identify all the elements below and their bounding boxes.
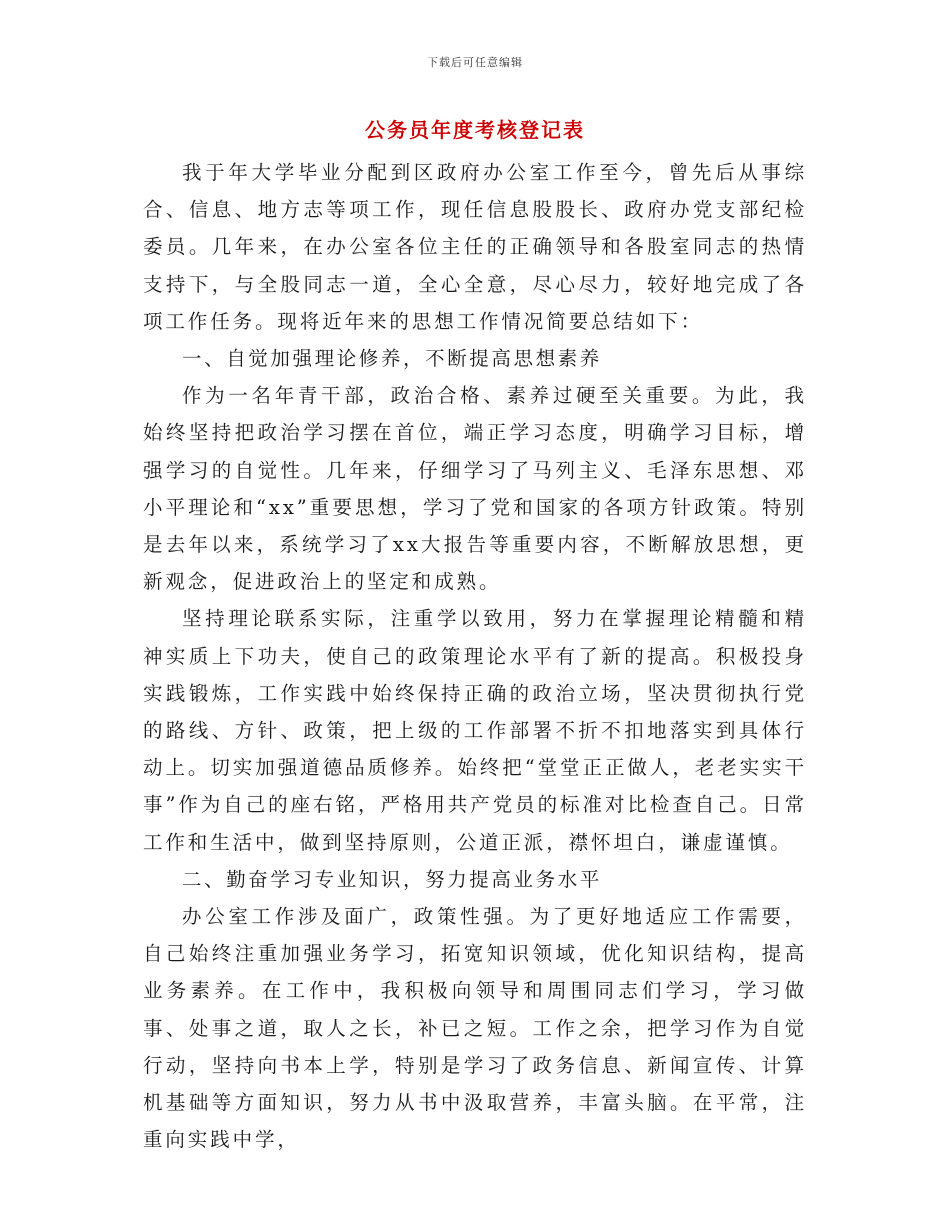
section-heading-2: 二、勤奋学习专业知识，努力提高业务水平 (182, 867, 602, 891)
paragraph-practice: 坚持理论联系实际，注重学以致用，努力在掌握理论精髓和精神实质上下功夫，使自己的政策理论水平有了新的提高。积极投身实践锻炼，工作实践中始终保持正确的政治立场，坚决贯彻执行党的路线、方针、政策，把上级的工作部署不折不扣地落实到具体行动上。切实加强道德品质修养。始终把“堂堂正正做人，老老实实干事”作为自己的座右铭，严格用共产党员的标准对比检查自己。日常工作和生活中，做到坚持原则，公道正派，襟怀坦白，谦虚谨慎。 (143, 607, 807, 854)
paragraph-intro: 我于年大学毕业分配到区政府办公室工作至今，曾先后从事综合、信息、地方志等项工作，现任信息股股长、政府办党支部纪检委员。几年来，在办公室各位主任的正确领导和各股室同志的热情支持下，与全股同志一道，全心全意，尽心尽力，较好地完成了各项工作任务。现将近年来的思想工作情况简要总结如下： (143, 161, 807, 333)
paragraph-professional-study: 办公室工作涉及面广，政策性强。为了更好地适应工作需要，自己始终注重加强业务学习，拓宽知识领域，优化知识结构，提高业务素养。在工作中，我积极向领导和周围同志们学习，学习做事、处事之道，取人之长，补已之短。工作之余，把学习作为自觉行动，坚持向书本上学，特别是学习了政务信息、新闻宣传、计算机基础等方面知识，努力从书中汲取营养，丰富头脑。在平常，注重向实践中学， (143, 905, 807, 1152)
section-heading-1: 一、自觉加强理论修养，不断提高思想素养 (182, 347, 602, 371)
header-note: 下载后可任意编辑 (427, 56, 523, 69)
document-body (143, 154, 807, 1158)
paragraph-theory-study: 作为一名年青干部，政治合格、素养过硬至关重要。为此，我始终坚持把政治学习摆在首位，端正学习态度，明确学习目标，增强学习的自觉性。几年来，仔细学习了马列主义、毛泽东思想、邓小平理论和“xx”重要思想，学习了党和国家的各项方针政策。特别是去年以来，系统学习了xx大报告等重要内容，不断解放思想，更新观念，促进政治上的坚定和成熟。 (143, 384, 807, 594)
document-title: 公务员年度考核登记表 (365, 118, 585, 142)
